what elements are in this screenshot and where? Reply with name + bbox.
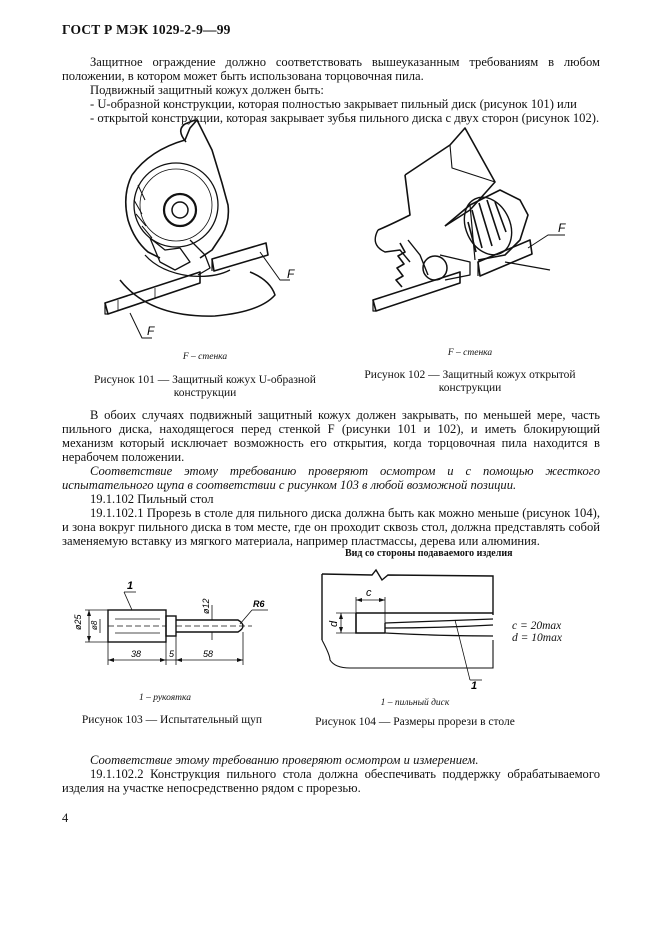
fig104-legend [355,698,475,708]
fig103-dim-58: 58 [203,649,214,659]
document-header: ГОСТ Р МЭК 1029-2-9—99 [62,22,231,37]
fig103-dim-5: 5 [169,649,175,659]
fig101-label-f: F [147,324,155,338]
fig104-view-title: Вид со стороны подаваемого изделия [345,548,513,559]
fig104-legend-text: 1 – пильный диск [380,698,450,708]
section-19-1-102-2: 19.1.102.2 Конструкция пильного стола должна обеспечивать поддержку обрабатываемого изделия на участке непосредственно рядом с прорезью. [62,767,600,795]
fig103-caption: Рисунок 103 — Испытательный щуп [81,714,263,726]
fig101-caption: Рисунок 101 — Защитный кожух U-образной конструкции [94,374,316,399]
fig101-label-f-2: F [287,267,295,281]
fig103-dim-r6: R6 [253,599,265,609]
fig103-dim-38: 38 [131,649,142,659]
fig103-dim-d8: ø8 [90,620,99,630]
section-19-1-102: 19.1.102 Пильный стол [90,492,214,506]
body-paragraph-4: Соответствие этому требованию проверяют осмотром и с помощью жесткого испытательного щупа в соответствии с рисунком 103 в любой возможной позиции. [62,464,600,492]
fig104-spec-d: d = 10max [512,632,562,644]
fig104-callout-1: 1 [471,680,478,692]
fig103-dim-d12: ø12 [201,598,211,614]
fig103-callout-1: 1 [127,580,134,592]
bullet-u-type: - U-образной конструкции, которая полностью закрывает пильный диск (рисунок 101) или [90,97,577,111]
fig104-label-d: d [328,620,340,627]
fig103-legend-text: 1 – рукоятка [138,693,192,703]
intro-paragraph-1: Защитное ограждение должно соответствовать вышеуказанным требованиям в любом положении, в котором может быть использована торцовочная пила. [62,55,600,83]
fig104-spec-c: c = 20max [512,620,562,632]
intro-paragraph-2: Подвижный защитный кожух должен быть: [90,83,324,97]
section-19-1-102-1: 19.1.102.1 Прорезь в столе для пильного диска должна быть как можно меньше (рисунок 104), и зона вокруг пильного диска в том месте, где он проходит сквозь стол, должна представлять собой заменяемую вставку из мягкого материала, например пластмассы, дерева или алюминия. [62,506,600,548]
fig102-caption: Рисунок 102 — Защитный кожух открытой конструкции [364,369,576,394]
fig102-legend-text: F – стенка [447,348,493,358]
fig104-label-c: c [366,587,372,599]
fig103-dim-d25: ø25 [73,614,83,630]
bullet-open-type: - открытой конструкции, которая закрывает зубья пильного диска с двух сторон (рисунок 102). [90,111,600,125]
fig104-caption: Рисунок 104 — Размеры прорези в столе [315,716,515,728]
body-paragraph-7: Соответствие этому требованию проверяют осмотром и измерением. [90,753,479,767]
fig103-legend [110,693,220,703]
fig102-label-f: F [558,221,566,235]
page-number: 4 [62,811,69,825]
body-paragraph-3: В обоих случаях подвижный защитный кожух должен закрывать, по меньшей мере, часть пильного диска, находящегося перед стенкой F (рисунки 101 и 102), и иметь блокирующий механизм который исключает возможность его открытия, когда торцовочная пила находится в нерабочем положении. [62,408,600,464]
fig101-legend-text: F – стенка [182,352,228,362]
